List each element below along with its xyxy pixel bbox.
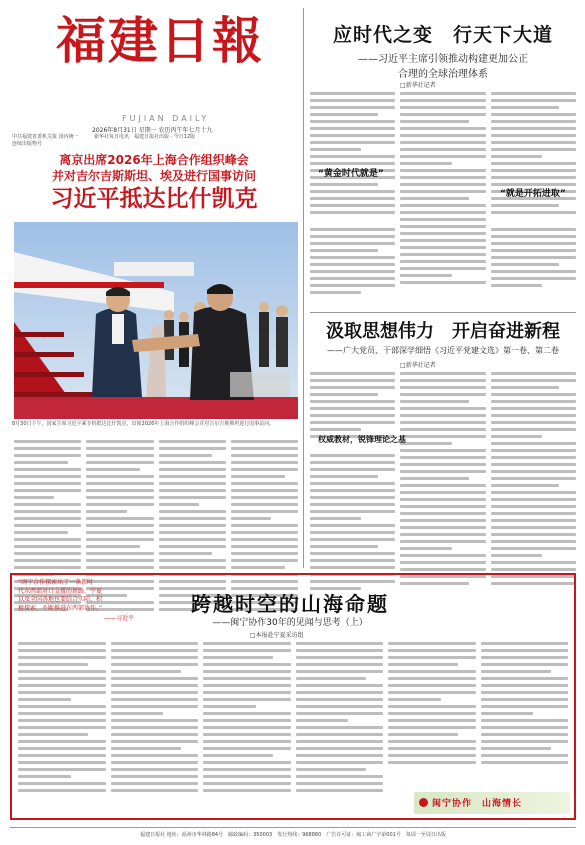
- newspaper-logo: 福建日報: [56, 11, 264, 70]
- commentary-section-heading-2: “就是开拓进取”: [500, 189, 566, 199]
- feature-text-column: [296, 642, 384, 796]
- photo-caption: 8月30日下午，国家主席习近平乘专机抵达比什凯克，出席2026年上海合作组织峰会并对吉尔吉斯斯坦进行国事访问。: [12, 421, 275, 427]
- study-text-column: [491, 372, 576, 594]
- lead-kicker-1: 离京出席2026年上海合作组织峰会: [59, 153, 249, 167]
- study-article-subtitle: ——广大党员、干部深学细悟《习近平党建文选》第一卷、第二卷: [327, 346, 559, 355]
- feature-byline: □本报赴宁夏采访组: [250, 632, 304, 639]
- commentary-byline: □新华社记者: [400, 82, 436, 89]
- feature-text-column: [203, 642, 291, 796]
- commentary-section-heading-1: “黄金时代就是”: [318, 169, 384, 179]
- masthead: [10, 8, 300, 153]
- commentary-subtitle-2: 合理的全球治理体系: [398, 68, 488, 80]
- lead-headline-block[interactable]: [10, 152, 298, 213]
- commentary-text-column: [310, 92, 395, 298]
- study-article-byline: □新华社记者: [400, 362, 436, 369]
- issue-info: 新华社每日电讯 福建日报社出版 · 今日12版: [94, 134, 196, 140]
- publisher-info: 中共福建省委机关报 国内统一连续出版物号: [12, 134, 79, 147]
- study-text-column: [310, 372, 395, 594]
- feature-body-text: [18, 642, 568, 796]
- study-article-title[interactable]: 汲取思想伟力 开启奋进新程: [326, 321, 560, 342]
- commentary-text-column: [400, 92, 485, 298]
- commentary-headline-block[interactable]: [310, 20, 576, 82]
- column-divider: [303, 8, 304, 568]
- lead-photo[interactable]: [14, 222, 298, 419]
- study-text-column: [400, 372, 485, 594]
- airport-welcome-image: [14, 222, 298, 419]
- feature-text-column: [388, 642, 476, 796]
- issue-date: 2026年8月31日 星期一 农历丙午年七月十九: [92, 127, 213, 134]
- section-divider: [310, 312, 576, 313]
- quote-line: 以及全国各地也要结合实际，积: [18, 596, 103, 604]
- feature-text-column: [18, 642, 106, 796]
- quote-line: 极探索，不断推进东西部协作。”: [18, 605, 103, 613]
- study-section-heading: 权威教材，锐锋理论之基: [318, 435, 406, 444]
- feature-text-column: [481, 642, 569, 796]
- commentary-subtitle-1: ——习近平主席引领推动构建更加公正: [358, 54, 528, 65]
- banner-emblem-icon: [419, 798, 428, 807]
- feature-quote: [18, 579, 134, 623]
- commentary-title[interactable]: 应时代之变 行天下大道: [332, 24, 553, 46]
- lead-kicker-2: 并对吉尔吉斯斯坦、埃及进行国事访问: [51, 169, 256, 184]
- banner-text: 闽宁协作 山海情长: [432, 799, 523, 809]
- feature-text-column: [111, 642, 199, 796]
- logo-subtitle: FUJIAN DAILY: [122, 114, 210, 123]
- feature-banner: [414, 792, 570, 814]
- lead-headline[interactable]: 习近平抵达比什凯克: [50, 186, 258, 213]
- quote-line: 代东西部对口支援的新路，宁夏: [18, 587, 103, 595]
- page-footer: 福建日报社 地址：福州市华林路84号 邮政编码：350003 发行热线：968880 广告许可证：闽工商广字第001号 每周一至周日出版: [10, 827, 576, 838]
- feature-subtitle: ——闽宁协作30年的见闻与思考（上）: [212, 618, 368, 628]
- quote-line: “闽宁合作探索出了一条新时: [18, 579, 94, 586]
- study-article-body-text: [310, 372, 576, 594]
- quote-attribution: ——习近平: [103, 614, 134, 622]
- feature-title[interactable]: 跨越时空的山海命题: [191, 592, 389, 616]
